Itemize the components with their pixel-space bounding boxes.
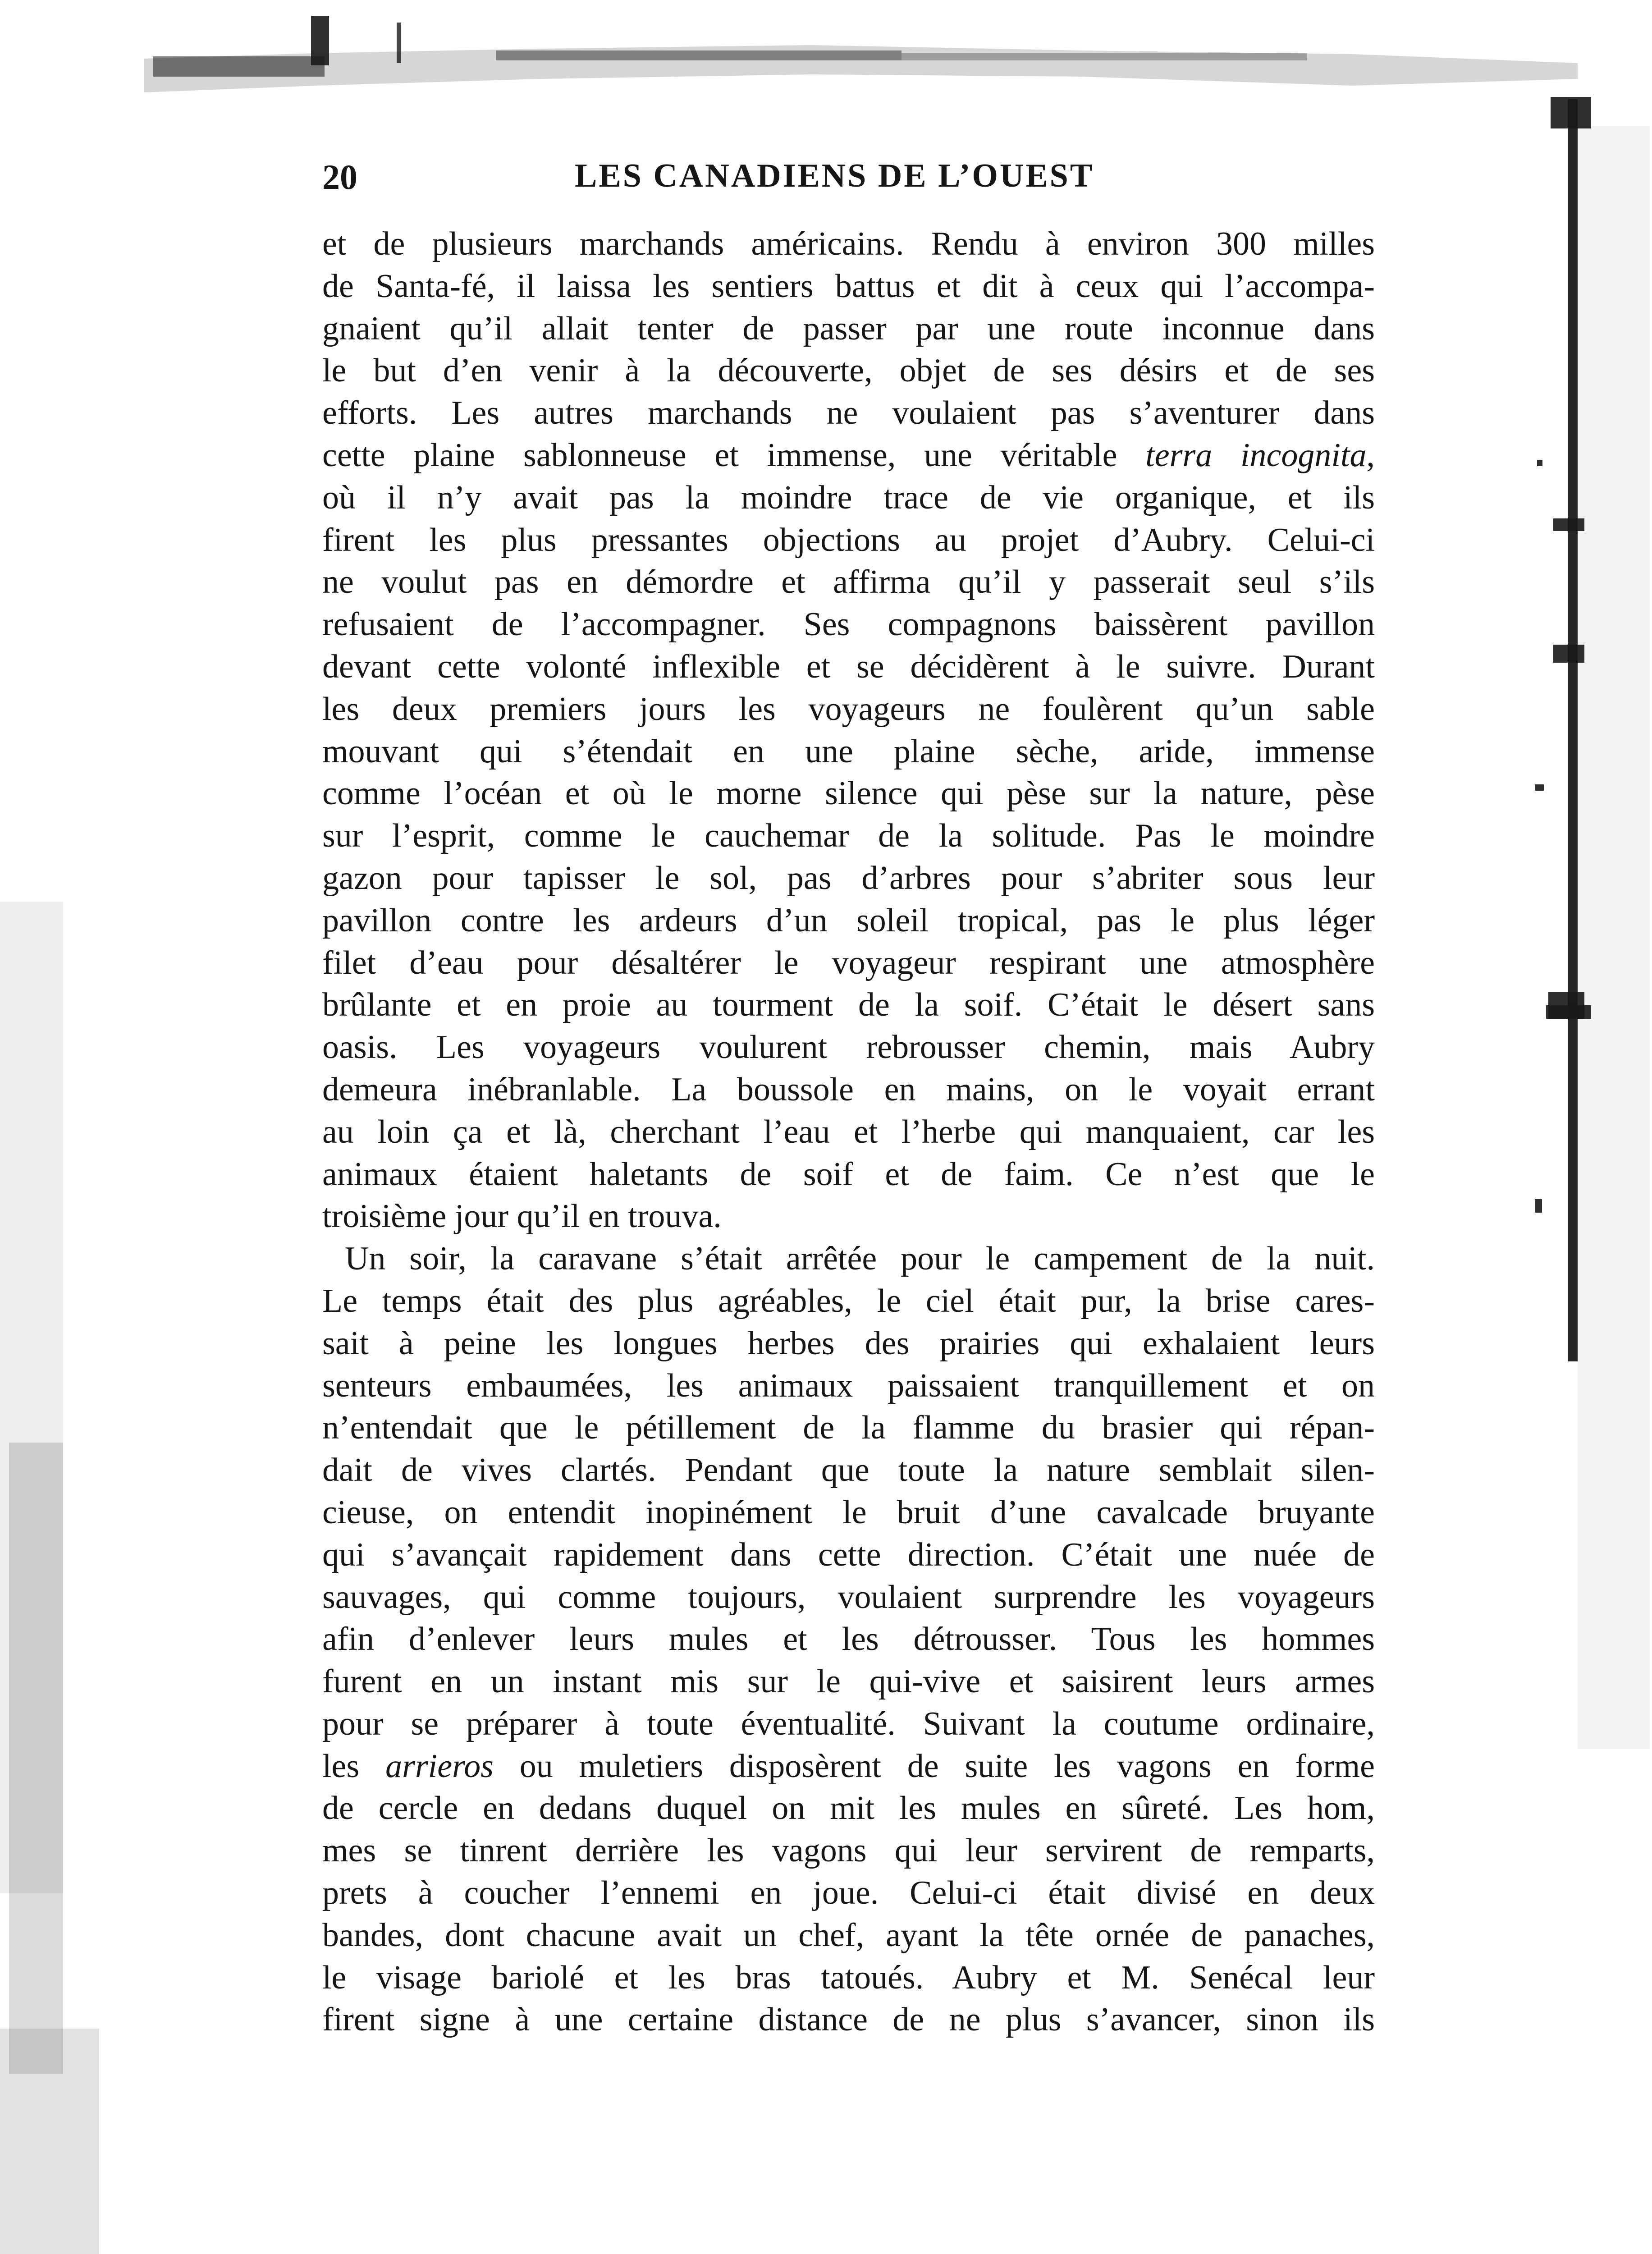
text-segment: sait à peine les longues herbes des prairies qui exhalaient leurs	[322, 1324, 1375, 1362]
text-line	[322, 1915, 1375, 1957]
text-segment: Un soir, la caravane s’était arrêtée pour le campement de la nuit.	[345, 1240, 1375, 1278]
text-line	[322, 350, 1375, 392]
text-line	[322, 561, 1375, 604]
text-segment: mes se tinrent derrière les vagons qui leur servirent de remparts,	[322, 1832, 1375, 1869]
text-segment: ne voulut pas en démordre et affirma qu’il y passerait seul s’ils	[322, 564, 1375, 601]
text-line	[322, 1745, 1375, 1788]
text-segment: le visage bariolé et les bras tatoués. Aubry et M. Senécal leur	[322, 1959, 1375, 1996]
text-segment: troisième jour qu’il en trouva.	[322, 1198, 722, 1235]
text-segment: brûlante et en proie au tourment de la soif. C’était le désert sans	[322, 986, 1375, 1024]
text-line	[322, 1026, 1375, 1069]
text-line	[322, 1365, 1375, 1407]
text-line	[322, 1449, 1375, 1492]
text-line	[322, 942, 1375, 985]
text-line	[322, 266, 1375, 308]
text-line	[322, 519, 1375, 562]
text-line	[322, 857, 1375, 900]
text-line	[322, 1492, 1375, 1534]
text-segment: gnaient qu’il allait tenter de passer par une route inconnue dans	[322, 310, 1375, 347]
text-line	[322, 773, 1375, 815]
text-line	[322, 1154, 1375, 1196]
text-segment: gazon pour tapisser le sol, pas d’arbres pour s’abriter sous leur	[322, 859, 1375, 897]
text-line	[322, 688, 1375, 731]
text-segment: afin d’enlever leurs mules et les détrousser. Tous les hommes	[322, 1621, 1375, 1658]
text-line	[322, 435, 1375, 477]
text-line	[322, 1407, 1375, 1449]
text-line	[322, 1069, 1375, 1111]
text-segment: devant cette volonté inflexible et se décidèrent à le suivre. Durant	[322, 648, 1375, 685]
text-segment: oasis. Les voyageurs voulurent rebrousser chemin, mais Aubry	[322, 1029, 1375, 1066]
text-segment: refusaient de l’accompagner. Ses compagnons baissèrent pavillon	[322, 606, 1375, 643]
text-line	[322, 1999, 1375, 2041]
text-line	[322, 1111, 1375, 1154]
text-segment: de Santa-fé, il laissa les sentiers battus et dit à ceux qui l’accompa-	[322, 267, 1375, 305]
text-line	[322, 1238, 1375, 1280]
italic-text: terra incognita	[1145, 436, 1367, 474]
text-line	[322, 1280, 1375, 1323]
text-segment: au loin ça et là, cherchant l’eau et l’herbe qui manquaient, car les	[322, 1113, 1375, 1150]
text-segment: cieuse, on entendit inopinément le bruit d’une cavalcade bruyante	[322, 1494, 1375, 1531]
text-segment: Le temps était des plus agréables, le ciel était pur, la brise cares-	[322, 1282, 1375, 1319]
text-line	[322, 477, 1375, 519]
text-line	[322, 1661, 1375, 1703]
text-segment: le but d’en venir à la découverte, objet de ses désirs et de ses	[322, 352, 1375, 389]
text-segment: ,	[1366, 436, 1375, 474]
text-segment: efforts. Les autres marchands ne voulaient pas s’aventurer dans	[322, 394, 1375, 432]
text-segment: où il n’y avait pas la moindre trace de vie organique, et ils	[322, 479, 1375, 516]
italic-text: arrieros	[385, 1747, 494, 1785]
text-line	[322, 1576, 1375, 1619]
text-line	[322, 604, 1375, 646]
text-line	[322, 1534, 1375, 1576]
text-segment: qui s’avançait rapidement dans cette direction. C’était une nuée de	[322, 1536, 1375, 1573]
text-segment: pour se préparer à toute éventualité. Suivant la coutume ordinaire,	[322, 1705, 1375, 1742]
page-number: 20	[322, 157, 357, 197]
text-line	[322, 900, 1375, 942]
text-segment: dait de vives clartés. Pendant que toute la nature semblait silen-	[322, 1452, 1375, 1489]
text-segment: furent en un instant mis sur le qui-vive et saisirent leurs armes	[322, 1663, 1375, 1700]
text-line	[322, 984, 1375, 1026]
body-text	[322, 223, 1375, 2041]
text-line	[322, 1196, 1375, 1238]
text-segment: animaux étaient haletants de soif et de faim. Ce n’est que le	[322, 1155, 1375, 1193]
text-segment: les	[322, 1747, 386, 1785]
text-segment: sauvages, qui comme toujours, voulaient surprendre les voyageurs	[322, 1578, 1375, 1616]
text-segment: firent les plus pressantes objections au projet d’Aubry. Celui-ci	[322, 521, 1375, 559]
text-line	[322, 392, 1375, 435]
text-line	[322, 1957, 1375, 1999]
text-line	[322, 223, 1375, 266]
text-line	[322, 815, 1375, 857]
text-line	[322, 1830, 1375, 1872]
text-segment: cette plaine sablonneuse et immense, une véritable	[322, 436, 1146, 474]
text-line	[322, 1703, 1375, 1745]
text-segment: les deux premiers jours les voyageurs ne foulèrent qu’un sable	[322, 690, 1375, 728]
text-segment: demeura inébranlable. La boussole en mains, on le voyait errant	[322, 1071, 1375, 1108]
text-segment: et de plusieurs marchands américains. Rendu à environ 300 milles	[322, 225, 1375, 262]
text-line	[322, 1872, 1375, 1915]
text-line	[322, 1787, 1375, 1830]
text-line	[322, 1618, 1375, 1661]
text-line	[322, 308, 1375, 350]
text-segment: firent signe à une certaine distance de ne plus s’avancer, sinon ils	[322, 2001, 1375, 2039]
running-title: LES CANADIENS DE L’OUEST	[575, 157, 1094, 194]
text-segment: de cercle en dedans duquel on mit les mules en sûreté. Les hom,	[322, 1790, 1375, 1827]
page-header	[322, 149, 1116, 207]
text-segment: bandes, dont chacune avait un chef, ayant la tête ornée de panaches,	[322, 1916, 1375, 1954]
text-line	[322, 1323, 1375, 1365]
text-line	[322, 731, 1375, 773]
text-segment: ou muletiers disposèrent de suite les vagons en forme	[493, 1747, 1375, 1785]
text-segment: comme l’océan et où le morne silence qui pèse sur la nature, pèse	[322, 775, 1375, 812]
text-segment: filet d’eau pour désaltérer le voyageur respirant une atmosphère	[322, 944, 1375, 981]
text-segment: n’entendait que le pétillement de la flamme du brasier qui répan-	[322, 1409, 1375, 1447]
text-line	[322, 646, 1375, 688]
text-segment: sur l’esprit, comme le cauchemar de la solitude. Pas le moindre	[322, 817, 1375, 855]
text-segment: mouvant qui s’étendait en une plaine sèche, aride, immense	[322, 733, 1375, 770]
text-segment: senteurs embaumées, les animaux paissaient tranquillement et on	[322, 1367, 1375, 1404]
text-segment: prets à coucher l’ennemi en joue. Celui-ci était divisé en deux	[322, 1874, 1375, 1912]
text-segment: pavillon contre les ardeurs d’un soleil tropical, pas le plus léger	[322, 902, 1375, 939]
